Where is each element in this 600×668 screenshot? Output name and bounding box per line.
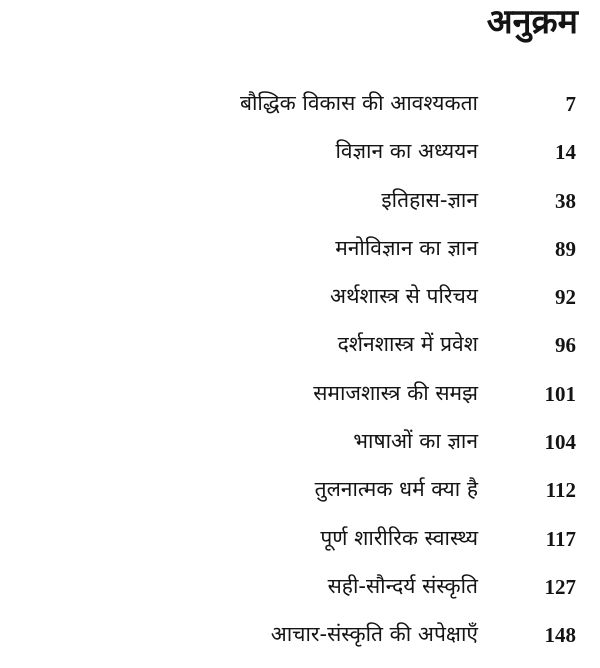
toc-entry-title: पूर्ण शारीरिक स्वास्थ्य	[320, 525, 478, 550]
toc-entry-title: दर्शनशास्त्र में प्रवेश	[337, 332, 478, 357]
toc-entry	[0, 225, 600, 273]
toc-entry-title: बौद्धिक विकास की आवश्यकता	[239, 91, 478, 115]
toc-entry	[0, 177, 600, 225]
toc-entry	[0, 418, 600, 466]
toc-entry-page-number: 92	[555, 285, 576, 310]
toc-entry-page-number: 127	[544, 574, 576, 599]
toc-list	[0, 80, 600, 660]
toc-entry	[0, 611, 600, 659]
toc-entry-page-number: 14	[555, 140, 576, 165]
toc-entry-title: मनोविज्ञान का ज्ञान	[335, 235, 478, 260]
toc-entry	[0, 321, 600, 369]
toc-entry-page-number: 96	[555, 333, 576, 358]
toc-entry-title: समाजशास्त्र की समझ	[313, 380, 478, 405]
toc-entry-page-number: 148	[544, 623, 576, 648]
toc-entry-title: इतिहास-ज्ञान	[381, 187, 478, 212]
toc-entry-page-number: 101	[544, 381, 576, 406]
toc-entry	[0, 370, 600, 418]
toc-entry-page-number: 112	[545, 478, 576, 503]
toc-entry-page-number: 38	[555, 188, 576, 213]
toc-entry	[0, 128, 600, 176]
toc-entry-title: सही-सौन्दर्य संस्कृति	[327, 573, 478, 598]
toc-entry	[0, 466, 600, 514]
toc-entry-page-number: 7	[565, 92, 576, 116]
toc-entry-title: अर्थशास्त्र से परिचय	[330, 284, 478, 309]
toc-entry-page-number: 117	[545, 526, 576, 551]
toc-entry	[0, 80, 600, 128]
toc-entry	[0, 563, 600, 611]
toc-entry-title: आचार-संस्कृति की अपेक्षाएँ	[270, 622, 478, 647]
toc-entry-page-number: 89	[555, 236, 576, 261]
toc-entry-title: भाषाओं का ज्ञान	[353, 429, 478, 454]
toc-entry-page-number: 104	[544, 430, 576, 455]
toc-entry-title: तुलनात्मक धर्म क्या है	[314, 477, 478, 502]
toc-heading: अनुक्रम	[486, 2, 578, 42]
toc-entry-title: विज्ञान का अध्ययन	[335, 139, 478, 164]
toc-entry	[0, 515, 600, 563]
toc-entry	[0, 273, 600, 321]
